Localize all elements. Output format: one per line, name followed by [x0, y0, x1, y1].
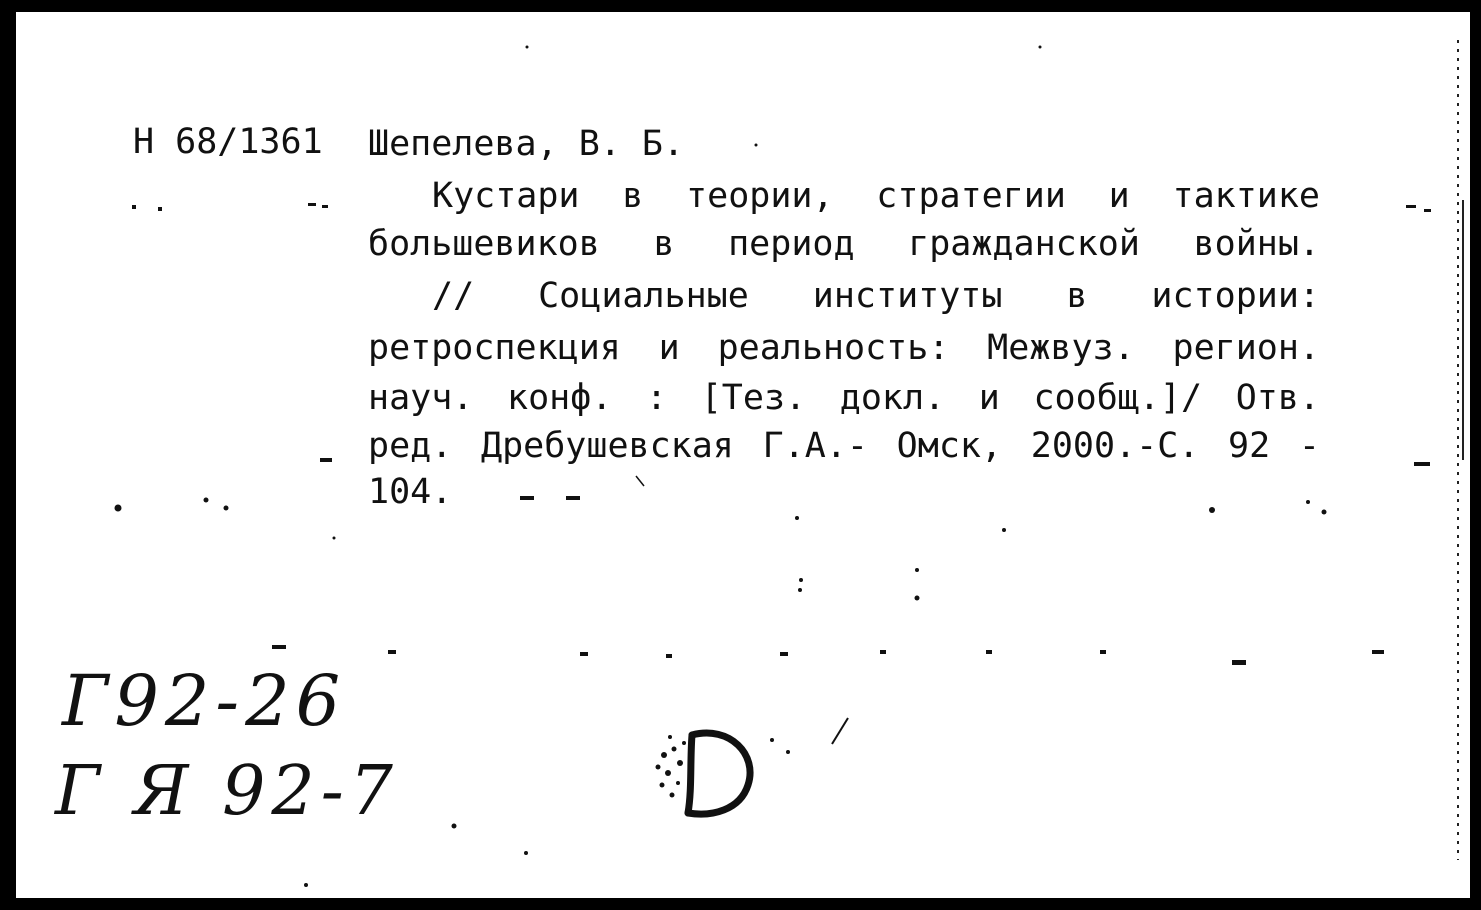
source-line: // Социальные институты в истории:: [432, 276, 1320, 316]
author: Шепелева, В. Б.: [368, 124, 685, 164]
handwritten-shelf-mark: Г Я 92-7: [55, 752, 399, 831]
handwritten-shelf-mark: Г92-26: [62, 660, 347, 742]
title-line: большевиков в период гражданской войны.: [368, 224, 1320, 264]
source-line: ред. Дребушевская Г.А.- Омск, 2000.-С. 92 -: [368, 426, 1320, 466]
call-number: Н 68/1361: [133, 122, 323, 162]
source-line: 104.: [368, 472, 453, 512]
title-line: Кустари в теории, стратегии и тактике: [432, 176, 1320, 216]
source-line: ретроспекция и реальность: Межвуз. регион.: [368, 328, 1320, 368]
source-line: науч. конф. : [Тез. докл. и сообщ.]/ Отв.: [368, 378, 1320, 418]
